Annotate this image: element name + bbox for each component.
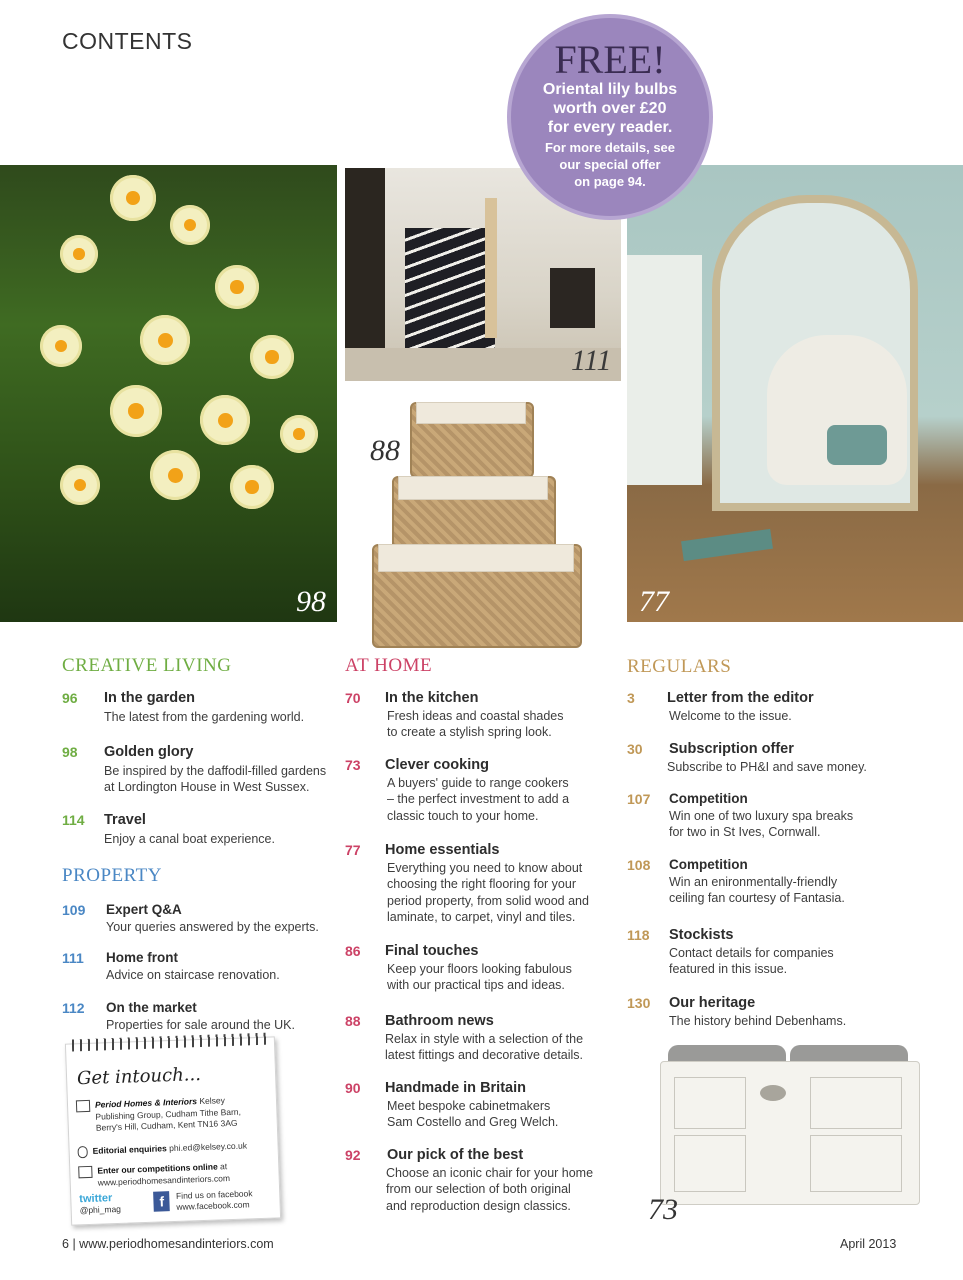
- page-number: 77: [345, 842, 361, 858]
- page-number: 88: [345, 1013, 361, 1029]
- daffodil-photo: [0, 165, 337, 622]
- entry-description: laminate, to carpet, vinyl and tiles.: [387, 910, 576, 924]
- entry-description: choosing the right flooring for your: [387, 877, 576, 891]
- entry-description: Keep your floors looking fabulous: [387, 962, 572, 976]
- entry-description: Fresh ideas and coastal shades: [387, 709, 564, 723]
- entry-description: period property, from solid wood and: [387, 894, 589, 908]
- entry-description: at Lordington House in West Sussex.: [104, 780, 310, 794]
- entry-title: Subscription offer: [669, 741, 794, 757]
- section-heading-creative-living: CREATIVE LIVING: [62, 655, 232, 676]
- badge-line: our special offer: [559, 157, 661, 172]
- entry-title: Letter from the editor: [667, 690, 814, 706]
- page-number: 118: [627, 927, 650, 943]
- entry-description: Everything you need to know about: [387, 861, 583, 875]
- competitions-url[interactable]: www.periodhomesandinteriors.com: [97, 1173, 231, 1188]
- entry-description: Sam Costello and Greg Welch.: [387, 1115, 559, 1129]
- facebook-url[interactable]: www.facebook.com: [176, 1199, 250, 1212]
- living-room-photo: [627, 165, 963, 622]
- entry-title: Clever cooking: [385, 757, 489, 773]
- entry-description: The history behind Debenhams.: [669, 1014, 847, 1028]
- entry-title: Travel: [104, 812, 146, 828]
- entry-description: Welcome to the issue.: [669, 709, 792, 723]
- section-heading-property: PROPERTY: [62, 865, 162, 886]
- page-number: 92: [345, 1147, 361, 1163]
- badge-line: For more details, see: [544, 140, 676, 155]
- page-number: 73: [345, 757, 361, 773]
- entry-title: Home front: [106, 950, 178, 965]
- entry-description: Win an enironmentally-friendly: [669, 875, 838, 889]
- section-heading-regulars: REGULARS: [627, 656, 732, 677]
- entry-description: latest fittings and decorative details.: [385, 1048, 584, 1062]
- entry-title: Our heritage: [669, 995, 756, 1011]
- entry-description: featured in this issue.: [669, 962, 788, 976]
- entry-title: Final touches: [385, 943, 479, 959]
- entry-title: Our pick of the best: [387, 1147, 524, 1163]
- footer-date: April 2013: [840, 1237, 897, 1251]
- entry-description: Subscribe to PH&I and save money.: [667, 760, 867, 774]
- entry-description: – the perfect investment to add a: [387, 792, 570, 806]
- photo-page-number: 98: [296, 585, 326, 618]
- entry-description: Advice on staircase renovation.: [106, 968, 280, 982]
- contact-publisher: Period Homes & Interiors Kelsey Publishing Group, Cudham Tithe Barn, Berry's Hill, Cudham, Kent TN16 3AG: [76, 1095, 242, 1135]
- footer-url[interactable]: www.periodhomesandinteriors.com: [79, 1237, 274, 1251]
- twitter-icon[interactable]: twitter: [79, 1192, 113, 1206]
- contact-editorial: Editorial enquiries phi.ed@kelsey.co.uk: [77, 1140, 247, 1158]
- entry-title: In the garden: [104, 690, 196, 706]
- photo-page-number: 88: [370, 434, 400, 467]
- entry-title: Handmade in Britain: [385, 1080, 526, 1096]
- get-in-touch-heading: Get intouch...: [76, 1063, 202, 1090]
- entry-description: A buyers' guide to range cookers: [387, 776, 569, 790]
- free-offer-badge: [511, 18, 709, 216]
- entry-title: On the market: [106, 1000, 197, 1015]
- badge-headline: FREE!: [554, 37, 666, 82]
- entry-title: Competition: [669, 857, 748, 872]
- page-number: 98: [62, 744, 78, 760]
- entry-title: Golden glory: [104, 744, 194, 760]
- page-number: 114: [62, 812, 85, 828]
- photo-page-number: 73: [648, 1193, 678, 1226]
- page-number: 107: [627, 791, 651, 807]
- entry-title: Stockists: [669, 927, 734, 943]
- entry-description: Properties for sale around the UK.: [106, 1018, 295, 1032]
- entry-description: Contact details for companies: [669, 946, 834, 960]
- entry-title: In the kitchen: [385, 690, 479, 706]
- entry-description: Your queries answered by the experts.: [106, 920, 319, 934]
- entry-description: to create a stylish spring look.: [387, 725, 552, 739]
- wicker-basket-photo: [368, 398, 586, 656]
- badge-line: Oriental lily bulbs: [542, 81, 678, 98]
- editorial-email[interactable]: phi.ed@kelsey.co.uk: [168, 1140, 248, 1154]
- page-footer-left: 6 | www.periodhomesandinteriors.com: [62, 1237, 274, 1251]
- entry-description: The latest from the gardening world.: [104, 710, 305, 724]
- range-cooker-photo: [648, 1045, 918, 1226]
- entry-description: and reproduction design classics.: [386, 1199, 571, 1213]
- mouse-icon: [77, 1146, 87, 1158]
- entry-description: Relax in style with a selection of the: [385, 1032, 584, 1046]
- badge-line: worth over £20: [553, 100, 667, 117]
- page-number: 96: [62, 690, 78, 706]
- entry-title: Bathroom news: [385, 1013, 494, 1029]
- entry-description: classic touch to your home.: [387, 809, 539, 823]
- contact-competitions: Enter our competitions online at www.periodhomesandinteriors.com: [78, 1161, 230, 1189]
- entry-description: Win one of two luxury spa breaks: [669, 809, 854, 823]
- page-number: 109: [62, 902, 86, 918]
- page-number: 30: [627, 741, 643, 757]
- envelope-icon: [76, 1100, 90, 1112]
- facebook-icon[interactable]: f: [153, 1191, 170, 1212]
- page-number: 90: [345, 1080, 361, 1096]
- monitor-icon: [78, 1166, 92, 1178]
- photo-page-number: 111: [571, 344, 612, 377]
- entry-description: Enjoy a canal boat experience.: [104, 832, 275, 846]
- folio-page-number: 6: [62, 1237, 69, 1251]
- entry-title: Competition: [669, 791, 748, 806]
- entry-title: Expert Q&A: [106, 902, 182, 917]
- badge-line: on page 94.: [574, 174, 646, 189]
- page-number: 111: [62, 950, 84, 966]
- twitter-handle[interactable]: @phi_mag: [79, 1203, 122, 1216]
- page-number: 130: [627, 995, 651, 1011]
- entry-description: Be inspired by the daffodil-filled gardens: [104, 764, 327, 778]
- badge-line: for every reader.: [547, 119, 673, 136]
- page-number: 3: [627, 690, 635, 706]
- entry-description: Choose an iconic chair for your home: [386, 1166, 594, 1180]
- entry-title: Home essentials: [385, 842, 500, 858]
- get-in-touch-notepad: [65, 1036, 281, 1225]
- entry-description: ceiling fan courtesy of Fantasia.: [669, 891, 845, 905]
- contact-social: twitter @phi_mag f Find us on facebook www.facebook.com: [79, 1188, 253, 1216]
- entry-description: for two in St Ives, Cornwall.: [669, 825, 821, 839]
- page-number: 86: [345, 943, 361, 959]
- page-number: 112: [62, 1000, 85, 1016]
- page-number: 108: [627, 857, 651, 873]
- section-heading-at-home: AT HOME: [345, 655, 433, 676]
- entry-description: from our selection of both original: [386, 1182, 571, 1196]
- photo-page-number: 77: [639, 585, 669, 618]
- entry-description: Meet bespoke cabinetmakers: [387, 1099, 551, 1113]
- entry-description: with our practical tips and ideas.: [387, 978, 565, 992]
- page-title: CONTENTS: [62, 28, 193, 54]
- page-number: 70: [345, 690, 361, 706]
